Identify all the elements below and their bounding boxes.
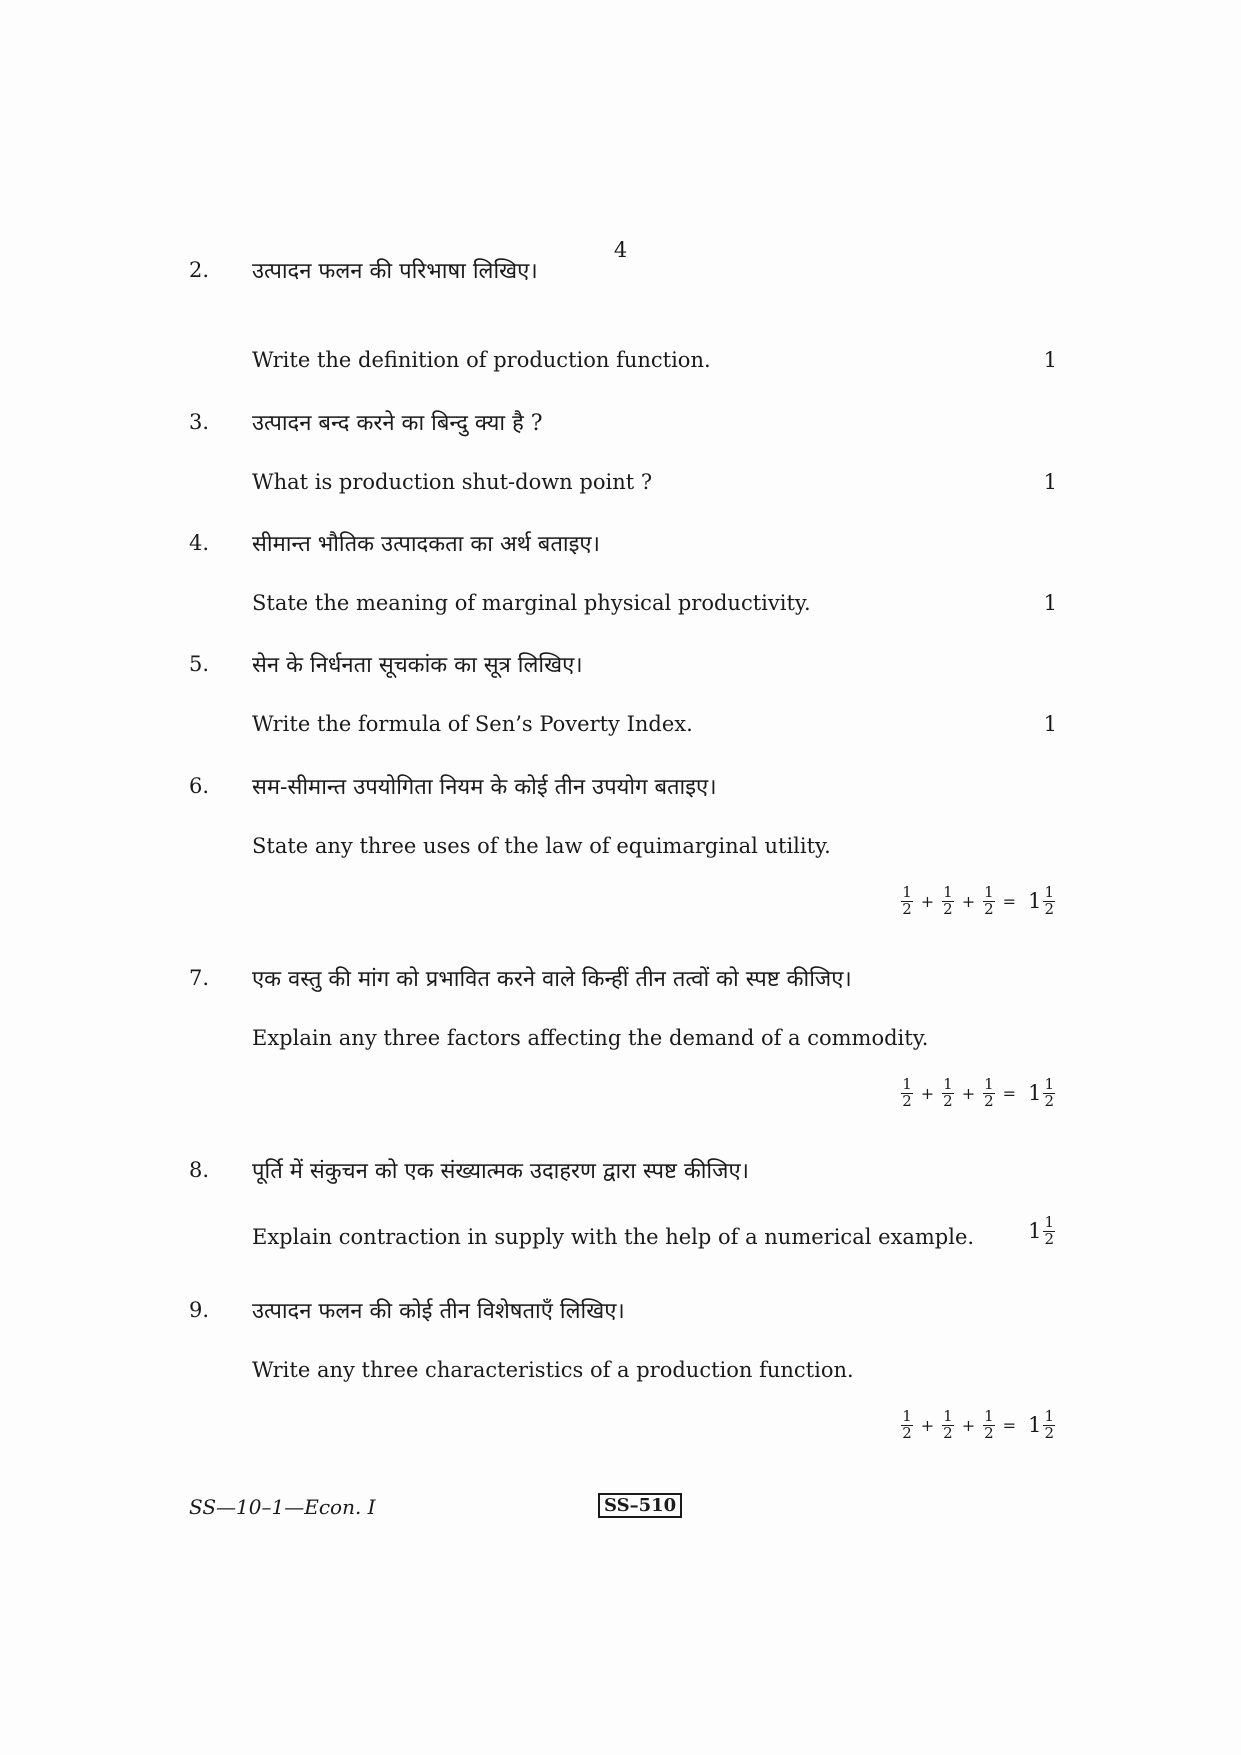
question-english: State any three uses of the law of equimarginal utility. bbox=[252, 834, 831, 858]
page-number: 4 bbox=[613, 238, 628, 262]
question-hindi: उत्पादन फलन की कोई तीन विशेषताएँ लिखिए। bbox=[252, 1299, 625, 1324]
marks-breakdown: $\frac{1}{2}$ + $\frac{1}{2}$ + $\frac{1}{2}$ = 1 $\frac{1}{2}$ bbox=[902, 883, 1054, 918]
fraction-half: $\frac{1}{2}$ bbox=[943, 883, 953, 918]
fraction-half: $\frac{1}{2}$ bbox=[984, 1075, 994, 1110]
question-hindi: सीमान्त भौतिक उत्पादकता का अर्थ बताइए। bbox=[252, 532, 600, 557]
fraction-half: $\frac{1}{2}$ bbox=[1044, 883, 1054, 918]
marks-value: 1 $\frac{1}{2}$ bbox=[1028, 1213, 1054, 1248]
question-number: 3. bbox=[189, 410, 210, 434]
question-marks: 1 bbox=[1043, 470, 1057, 494]
question-number: 8. bbox=[189, 1158, 210, 1182]
question-number: 2. bbox=[189, 258, 210, 282]
question-english: Write the formula of Sen’s Poverty Index. bbox=[252, 712, 693, 736]
question-marks: 1 bbox=[1043, 712, 1057, 736]
question-marks: 1 bbox=[1043, 348, 1057, 372]
fraction-half: $\frac{1}{2}$ bbox=[943, 1075, 953, 1110]
question-number: 5. bbox=[189, 652, 210, 676]
question-hindi: सेन के निर्धनता सूचकांक का सूत्र लिखिए। bbox=[252, 653, 583, 678]
paper-code-badge: SS–510 bbox=[598, 1493, 682, 1518]
question-english: What is production shut-down point ? bbox=[252, 470, 653, 494]
question-english: Write the definition of production function. bbox=[252, 348, 711, 372]
question-marks: 1 bbox=[1043, 591, 1057, 615]
fraction-half: $\frac{1}{2}$ bbox=[984, 1407, 994, 1442]
fraction-half: $\frac{1}{2}$ bbox=[902, 1407, 912, 1442]
fraction-half: $\frac{1}{2}$ bbox=[984, 883, 994, 918]
question-hindi: उत्पादन फलन की परिभाषा लिखिए। bbox=[252, 259, 538, 284]
fraction-half: $\frac{1}{2}$ bbox=[1044, 1407, 1054, 1442]
question-english: State the meaning of marginal physical productivity. bbox=[252, 591, 811, 615]
question-number: 4. bbox=[189, 531, 210, 555]
question-english: Write any three characteristics of a production function. bbox=[252, 1358, 854, 1382]
question-number: 9. bbox=[189, 1298, 210, 1322]
marks-breakdown: $\frac{1}{2}$ + $\frac{1}{2}$ + $\frac{1}{2}$ = 1 $\frac{1}{2}$ bbox=[902, 1075, 1054, 1110]
question-hindi: उत्पादन बन्द करने का बिन्दु क्या है ? bbox=[252, 411, 543, 436]
question-number: 6. bbox=[189, 774, 210, 798]
fraction-half: $\frac{1}{2}$ bbox=[1044, 1075, 1054, 1110]
question-hindi: पूर्ति में संकुचन को एक संख्यात्मक उदाहरण द्वारा स्पष्ट कीजिए। bbox=[252, 1159, 749, 1184]
question-hindi: सम-सीमान्त उपयोगिता नियम के कोई तीन उपयोग बताइए। bbox=[252, 775, 717, 800]
question-hindi: एक वस्तु की मांग को प्रभावित करने वाले किन्हीं तीन तत्वों को स्पष्ट कीजिए। bbox=[252, 967, 852, 992]
marks-breakdown: $\frac{1}{2}$ + $\frac{1}{2}$ + $\frac{1}{2}$ = 1 $\frac{1}{2}$ bbox=[902, 1407, 1054, 1442]
footer-code: SS—10–1—Econ. I bbox=[189, 1495, 376, 1519]
fraction-half: $\frac{1}{2}$ bbox=[1044, 1213, 1054, 1248]
fraction-half: $\frac{1}{2}$ bbox=[902, 883, 912, 918]
question-english: Explain contraction in supply with the help of a numerical example. bbox=[252, 1225, 975, 1249]
fraction-half: $\frac{1}{2}$ bbox=[902, 1075, 912, 1110]
question-english: Explain any three factors affecting the demand of a commodity. bbox=[252, 1026, 929, 1050]
question-number: 7. bbox=[189, 966, 210, 990]
fraction-half: $\frac{1}{2}$ bbox=[943, 1407, 953, 1442]
